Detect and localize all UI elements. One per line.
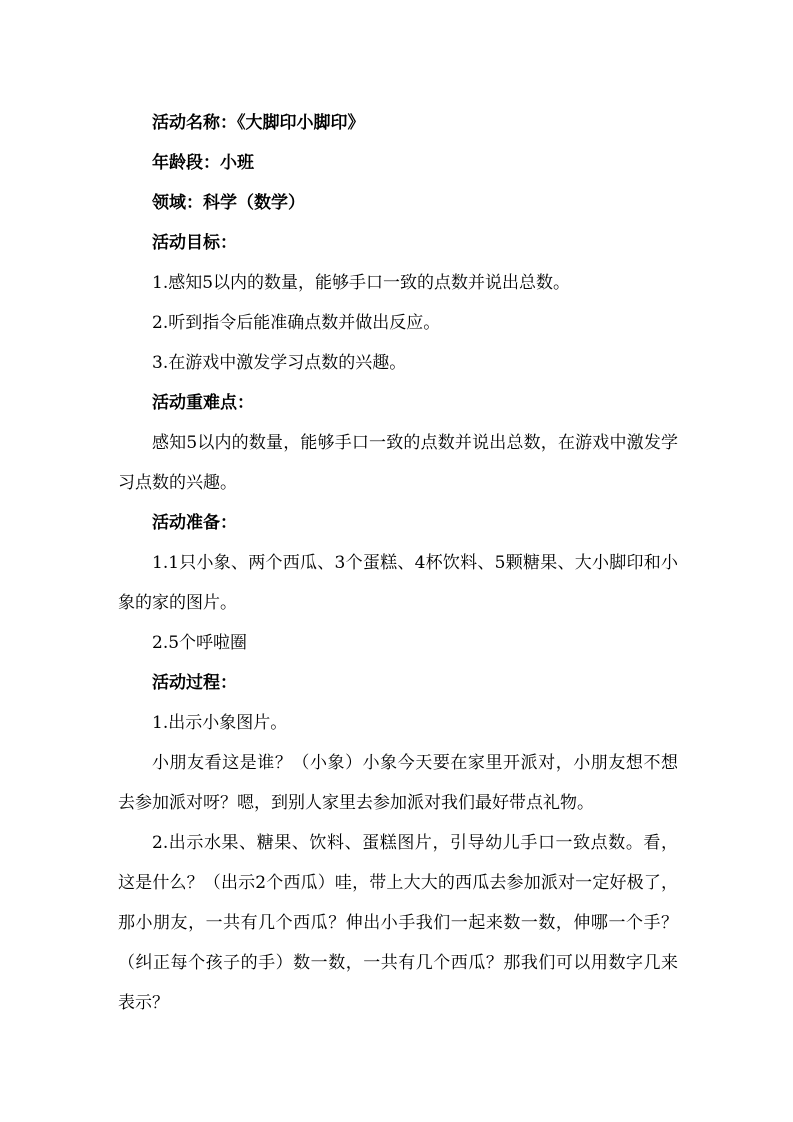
goal-item-1: 1.感知5以内的数量，能够手口一致的点数并说出总数。	[152, 273, 571, 293]
age-group: 年龄段：小班	[152, 153, 254, 173]
prep-item-1: 1.1只小象、两个西瓜、3个蛋糕、4杯饮料、5颗糖果、大小脚印和小象的家的图片。	[118, 553, 678, 613]
goal-item-3: 3.在游戏中激发学习点数的兴趣。	[152, 353, 407, 373]
prep-item-2: 2.5个呼啦圈	[152, 633, 248, 653]
activity-name: 活动名称：《大脚印小脚印》	[152, 113, 365, 133]
goals-heading: 活动目标：	[152, 233, 237, 253]
step-2-text: 2.出示水果、糖果、饮料、蛋糕图片，引导幼儿手口一致点数。看，这是什么？（出示2个西瓜）哇，带上大大的西瓜去参加派对一定好极了，那小朋友，一共有几个西瓜？伸出小手我们一起来数一数，伸哪一个手？（纠正每个孩子的手）数一数，一共有几个西瓜？那我们可以用数字几来表示？	[118, 833, 678, 1013]
step-1-text: 小朋友看这是谁？（小象）小象今天要在家里开派对，小朋友想不想去参加派对呀？嗯，到别人家里去参加派对我们最好带点礼物。	[118, 753, 678, 813]
prep-heading: 活动准备：	[152, 513, 237, 533]
document-body	[118, 103, 678, 1023]
step-1-title: 1.出示小象图片。	[152, 713, 288, 733]
process-heading: 活动过程：	[152, 673, 237, 693]
key-points-text: 感知5以内的数量，能够手口一致的点数并说出总数，在游戏中激发学习点数的兴趣。	[118, 433, 678, 493]
domain-line: 领域：科学（数学）	[152, 193, 305, 213]
goal-item-2: 2.听到指令后能准确点数并做出反应。	[152, 313, 441, 333]
key-points-heading: 活动重难点：	[152, 393, 254, 413]
